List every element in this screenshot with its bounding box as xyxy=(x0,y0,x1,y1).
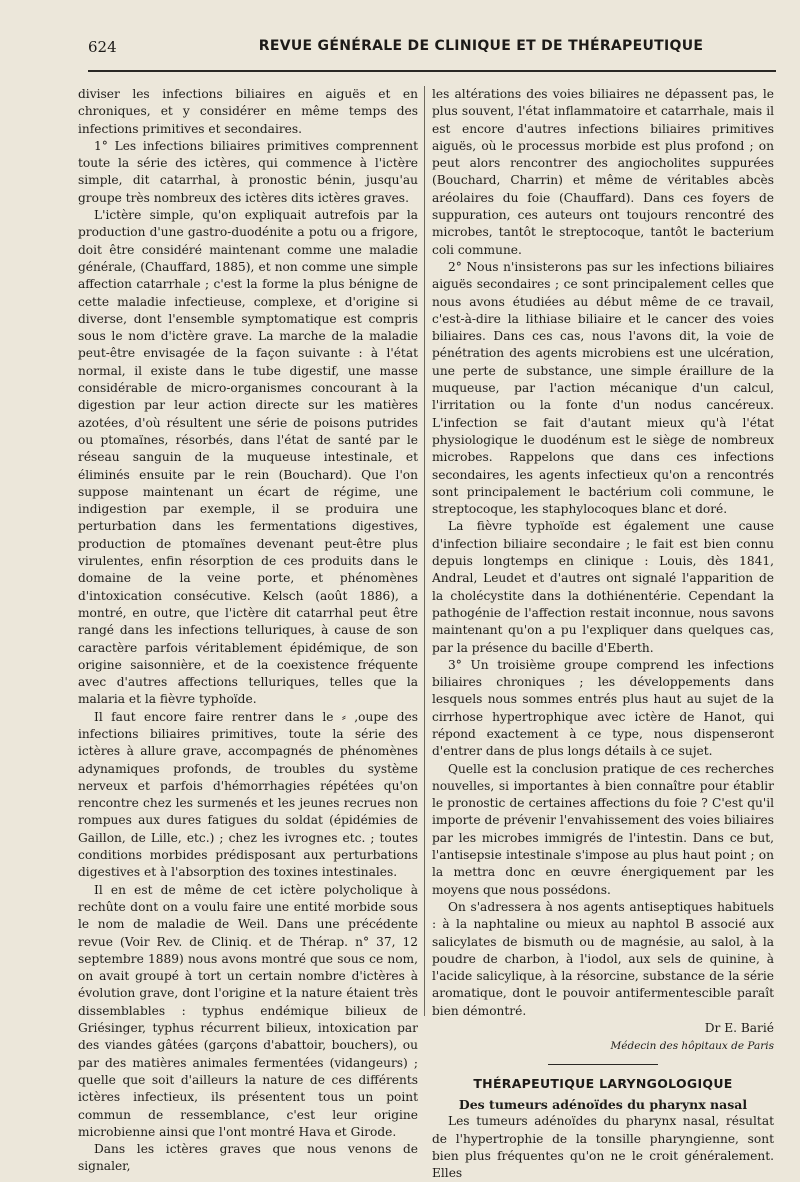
paragraph: 2° Nous n'insisterons pas sur les infections biliaires aiguës secondaires ; ce sont principalement celles que nous avons étudiées au début même de ce travail, c'est-à-dire la lithiase biliaire et le cancer des voies biliaires. Dans ces cas, nous l'avons dit, la voie de pénétration des agents microbiens est une ulcération, une perte de substance, une simple éraillure de la muqueuse, par l'action mécanique d'un calcul, l'irritation ou la fonte d'un nodus cancéreux. L'infection se fait d'autant mieux qu'à l'état physiologique le duodénum est le siège de nombreux microbes. Rappelons que dans ces infections secondaires, les agents infectieux qu'on a rencontrés sont principalement le bactérium coli commune, le streptocoque, les staphylocoques blanc et doré. xyxy=(432,259,774,517)
paragraph: diviser les infections biliaires en aiguës et en chroniques, et y considérer en même temps des infections primitives et secondaires. xyxy=(78,87,418,136)
author-name: Dr E. Barié xyxy=(704,1021,774,1036)
paragraph: Il en est de même de cet ictère polycholique à rechûte dont on a voulu faire une entité morbide sous le nom de maladie de Weil. Dans une précédente revue (Voir Rev. de Cliniq. et de Thérap. n° 37, 12 septembre 1889) nous avons montré que sous ce nom, on avait groupé à tort un certain nombre d'ictères à évolution grave, dont l'origine et la nature étaient très dissemblables : typhus endémique bilieux de Griésinger, typhus récurrent bilieux, intoxication par des viandes gâtées (garçons d'abattoir, bouchers), ou par des matières animales fermentées (vidangeurs) ; quelle que soit d'ailleurs la nature de ces différents ictères infectieux, ils présentent tous un point commun de ressemblance, c'est leur origine microbienne ainsi que l'ont montré Hava et Girode. xyxy=(78,882,418,1139)
paragraph: La fièvre typhoïde est également une cause d'infection biliaire secondaire ; le fait est bien connu depuis longtemps en clinique : Louis, dès 1841, Andral, Leudet et d'autres ont signalé l'apparition de la cholécystite dans la dothiénentérie. Cependant la pathogénie de l'affection restait inconnue, nous savons maintenant qu'on a pu l'expliquer dans quelques cas, par la présence du bacille d'Eberth. xyxy=(432,519,774,655)
header-rule xyxy=(88,70,776,72)
paragraph: 1° Les infections biliaires primitives comprennent toute la série des ictères, qui commence à l'ictère simple, dit catarrhal, à pronostic bénin, jusqu'au groupe très nombreux des ictères dits ictères graves. xyxy=(78,138,418,205)
paragraph: 3° Un troisième groupe comprend les infections biliaires chroniques ; les développements dans lesquels nous sommes entrés plus haut au sujet de la cirrhose hypertrophique avec ictère de Hanot, qui répond exactement à ce type, nous dispenseront d'entrer dans de plus longs détails à ce sujet. xyxy=(432,657,774,759)
running-title: REVUE GÉNÉRALE DE CLINIQUE ET DE THÉRAPEUTIQUE xyxy=(258,38,704,54)
paragraph: On s'adressera à nos agents antiseptiques habituels : à la naphtaline ou mieux au naphtol B associé aux salicylates de bismuth ou de magnésie, au salol, à la poudre de charbon, à l'iodol, aux sels de quinine, à l'acide salicylique, à la résorcine, substance de la série aromatique, dont le pouvoir antifermentescible paraît bien démontré. xyxy=(432,899,774,1018)
author-affiliation: Médecin des hôpitaux de Paris xyxy=(610,1040,774,1053)
article-title: Des tumeurs adénoïdes du pharynx nasal xyxy=(458,1096,748,1112)
paragraph: Les tumeurs adénoïdes du pharynx nasal, résultat de l'hypertrophie de la tonsille pharyngienne, sont bien plus fréquentes qu'on ne le croit généralement. Elles xyxy=(432,1114,774,1181)
left-column xyxy=(78,86,418,1174)
paragraph: L'ictère simple, qu'on expliquait autrefois par la production d'une gastro-duodénite a potu ou a frigore, doit être considéré maintenant comme une maladie générale, (Chauffard, 1885), et non comme une simple affection catarrhale ; c'est la forme la plus bénigne de cette maladie infectieuse, complexe, et d'origine si diverse, dont l'ensemble symptomatique est compris sous le nom d'ictère grave. La marche de la maladie peut-être envisagée de la façon suivante : à l'état normal, il existe dans le tube digestif, une masse considérable de micro-organismes concourant à la digestion par leur action directe sur les matières azotées, d'où résultent une série de poisons putrides ou ptomaïnes, résorbés, dans l'état de santé par le réseau sanguin de la muqueuse intestinale, et éliminés ensuite par le rein (Bouchard). Que l'on suppose maintenant un écart de régime, une indigestion par exemple, il se produira une perturbation dans les fermentations digestives, production de ptomaïnes devenant peut-être plus virulentes, enfin résorption de ces produits dans le domaine de la veine porte, et phénomènes d'intoxication consécutive. Kelsch (août 1886), a montré, en outre, que l'ictère dit catarrhal peut être rangé dans les infections telluriques, à cause de son caractère parfois véritablement épidémique, de son origine saisonnière, et de la coexistence fréquente avec d'autres affections telluriques, telles que la malaria et la fièvre typhoïde. xyxy=(78,208,418,707)
section-rule xyxy=(548,1064,658,1065)
paragraph: Quelle est la conclusion pratique de ces recherches nouvelles, si importantes à bien connaître pour établir le pronostic de certaines affections du foie ? C'est qu'il importe de prévenir l'envahissement des voies biliaires par les microbes immigrés de l'intestin. Dans ce but, l'antisepsie intestinale s'impose au plus haut point ; on la mettra donc en œuvre énergiquement par les moyens que nous possédons. xyxy=(432,761,774,897)
section-title: THÉRAPEUTIQUE LARYNGOLOGIQUE xyxy=(473,1075,733,1091)
paragraph: Il faut encore faire rentrer dans le ⸗ ,oupe des infections biliaires primitives, toute la série des ictères à allure grave, accompagnés de phénomènes adynamiques profonds, de troubles du système nerveux et parfois d'hémorrhagies répétées qu'on rencontre chez les surmenés et les jeunes recrues non rompues aux dures fatigues du soldat (épidémies de Gaillon, de Lille, etc.) ; chez les ivrognes etc. ; toutes conditions morbides prédisposant aux perturbations digestives et à l'absorption des toxines intestinales. xyxy=(78,709,418,880)
signature xyxy=(432,1020,774,1037)
paragraph: Dans les ictères graves que nous venons de signaler, xyxy=(78,1142,418,1174)
paragraph: les altérations des voies biliaires ne dépassent pas, le plus souvent, l'état inflammatoire et catarrhale, mais il est encore d'autres infections biliaires primitives aiguës, où le processus morbide est plus profond ; on peut alors rencontrer des angiocholites suppurées (Bouchard, Charrin) et même de véritables abcès aréolaires du foie (Chauffard). Dans ces foyers de suppuration, ces auteurs ont toujours rencontré des microbes, tantôt le streptocoque, tantôt le bacterium coli commune. xyxy=(432,87,774,257)
page-number: 624 xyxy=(88,38,117,56)
right-column xyxy=(432,86,774,1181)
column-divider xyxy=(424,86,425,1016)
page-header xyxy=(88,36,764,60)
